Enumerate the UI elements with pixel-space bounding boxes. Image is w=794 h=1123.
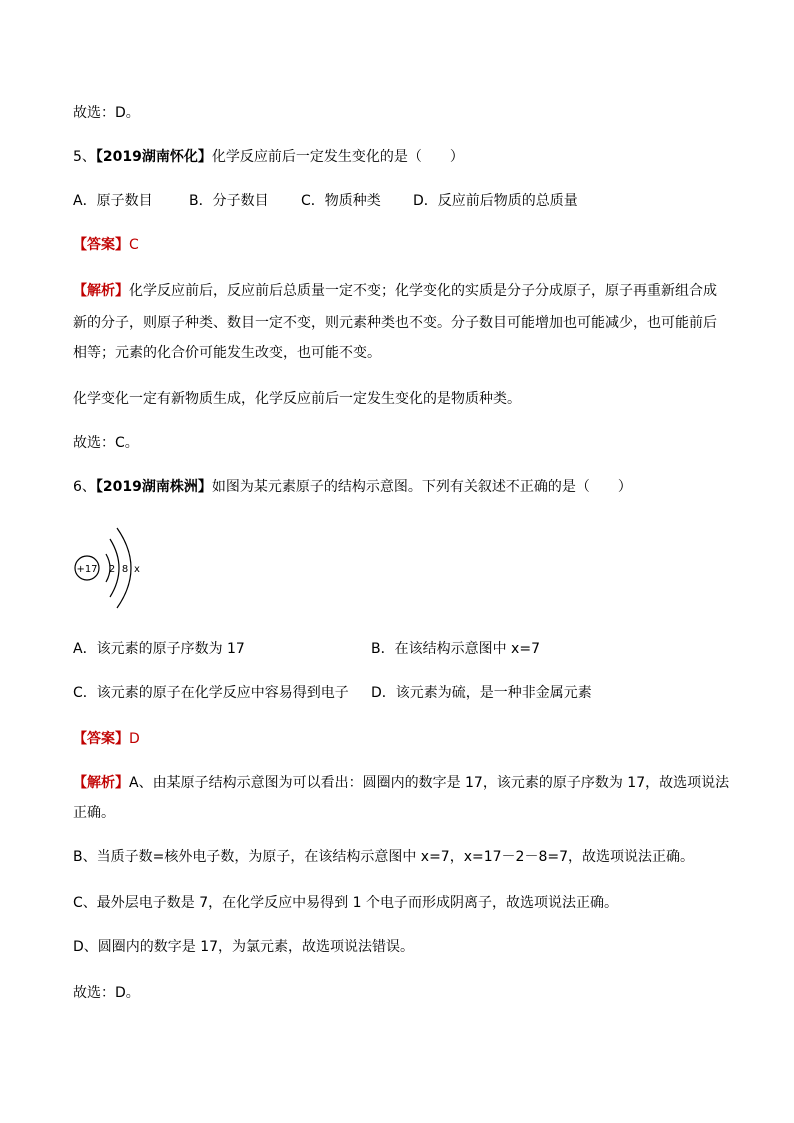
analysis-text: 化学反应前后，反应前后总质量一定不变；化学变化的实质是分子分成原子，原子再重新组合成 xyxy=(129,283,717,299)
question-5-analysis-line-2: 新的分子，则原子种类、数目一定不变，则元素种类也不变。分子数目可能增加也可能减少，也可能前后 xyxy=(73,315,717,331)
option-a: A．该元素的原子序数为 17 xyxy=(73,641,245,657)
option-c: C．该元素的原子在化学反应中容易得到电子 xyxy=(73,685,349,701)
nucleus-charge: +17 xyxy=(76,564,98,575)
shell-3-electrons: x xyxy=(134,564,140,575)
answer-value: D xyxy=(129,731,140,747)
option-b: B．分子数目 xyxy=(189,193,269,209)
question-source-tag: 【2019湖南怀化】 xyxy=(95,149,212,165)
question-6 xyxy=(73,477,632,497)
question-5-analysis-line-1 xyxy=(73,281,717,301)
question-6-analysis-a-line-2: 正确。 xyxy=(73,805,115,821)
answer-value: C xyxy=(129,237,139,253)
option-b: B．在该结构示意图中 x=7 xyxy=(371,641,540,657)
option-d: D．反应前后物质的总质量 xyxy=(413,193,578,209)
atom-structure-diagram xyxy=(70,525,160,611)
analysis-text: A、由某原子结构示意图为可以看出：圆圈内的数字是 17，该元素的原子序数为 17，故选项说法 xyxy=(129,775,730,791)
question-6-analysis-b: B、当质子数=核外电子数，为原子，在该结构示意图中 x=7，x=17－2－8=7，故选项说法正确。 xyxy=(73,849,694,865)
question-6-answer xyxy=(73,729,140,749)
question-text: 如图为某元素原子的结构示意图。下列有关叙述不正确的是（ ） xyxy=(211,479,632,495)
question-6-analysis-c: C、最外层电子数是 7，在化学反应中易得到 1 个电子而形成阴离子，故选项说法正确。 xyxy=(73,895,618,911)
shell-1-electrons: 2 xyxy=(108,564,116,575)
option-c: C．物质种类 xyxy=(301,193,381,209)
question-number: 5、 xyxy=(73,149,96,165)
question-source-tag: 【2019湖南株洲】 xyxy=(95,479,212,495)
question-6-options-row-2 xyxy=(73,683,592,703)
question-6-conclusion: 故选：D。 xyxy=(73,985,140,1001)
option-a: A．原子数目 xyxy=(73,193,153,209)
question-6-analysis-a-line-1 xyxy=(73,773,729,793)
option-d: D．该元素为硫，是一种非金属元素 xyxy=(371,685,592,701)
answer-label: 【答案】 xyxy=(73,237,129,253)
previous-conclusion: 故选：D。 xyxy=(73,105,140,121)
question-5-conclusion: 故选：C。 xyxy=(73,435,139,451)
analysis-label: 【解析】 xyxy=(73,283,129,299)
shell-2-electrons: 8 xyxy=(121,564,129,575)
analysis-label: 【解析】 xyxy=(73,775,129,791)
question-5-options xyxy=(73,191,578,211)
question-5-answer xyxy=(73,235,139,255)
question-6-options-row-1 xyxy=(73,639,540,659)
question-number: 6、 xyxy=(73,479,96,495)
question-6-analysis-d: D、圆圈内的数字是 17，为氯元素，故选项说法错误。 xyxy=(73,939,415,955)
question-5-analysis-line-3: 相等；元素的化合价可能发生改变，也可能不变。 xyxy=(73,345,381,361)
question-text: 化学反应前后一定发生变化的是（ ） xyxy=(211,149,464,165)
answer-label: 【答案】 xyxy=(73,731,129,747)
question-5 xyxy=(73,147,464,167)
question-5-analysis-line-4: 化学变化一定有新物质生成，化学反应前后一定发生变化的是物质种类。 xyxy=(73,391,521,407)
